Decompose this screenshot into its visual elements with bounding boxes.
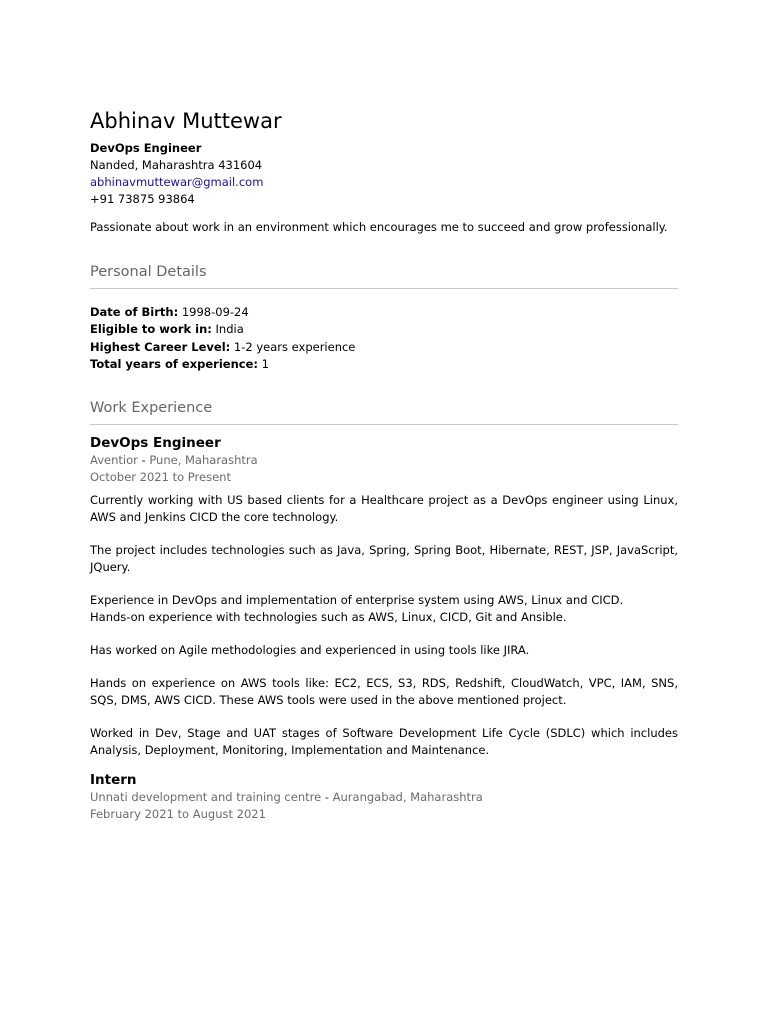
job-dates: February 2021 to August 2021: [90, 807, 266, 821]
description-paragraph: Has worked on Agile methodologies and experienced in using tools like JIRA.: [90, 643, 530, 657]
detail-row-career-level: [90, 339, 355, 356]
candidate-title: DevOps Engineer: [90, 141, 202, 155]
job-description: [90, 492, 678, 759]
job-location: Pune, Maharashtra: [149, 453, 258, 467]
detail-label: Highest Career Level:: [90, 339, 231, 354]
detail-label: Total years of experience:: [90, 356, 258, 371]
description-paragraph: Currently working with US based clients for a Healthcare project as a DevOps engineer using Linux, AWS and Jenkins CICD the core technology.: [90, 493, 678, 524]
detail-row-eligibility: [90, 321, 355, 338]
contact-block: [90, 140, 263, 208]
candidate-name: Abhinav Muttewar: [90, 109, 282, 133]
company-name: Aventior: [90, 453, 138, 467]
summary-text: Passionate about work in an environment which encourages me to succeed and grow professionally.: [90, 220, 668, 234]
meta-separator: -: [324, 790, 329, 804]
detail-value: 1: [261, 356, 269, 371]
description-line: Hands-on experience with technologies such as AWS, Linux, CICD, Git and Ansible.: [90, 610, 567, 624]
job-title: DevOps Engineer: [90, 435, 221, 451]
section-heading-work-experience: Work Experience: [90, 400, 213, 416]
description-paragraph: Worked in Dev, Stage and UAT stages of Software Development Life Cycle (SDLC) which includes Analysis, Deployment, Monitoring, Implementation and Maintenance.: [90, 726, 678, 757]
detail-value: 1998-09-24: [181, 305, 249, 319]
description-paragraph: [90, 592, 678, 626]
job-employer: [90, 452, 678, 469]
phone-number: +91 73875 93864: [90, 192, 195, 206]
meta-separator: -: [141, 453, 146, 467]
job-entry-devops-engineer: [90, 434, 678, 775]
section-divider: [90, 288, 678, 289]
email-link[interactable]: abhinavmuttewar@gmail.com: [90, 175, 264, 189]
job-location: Aurangabad, Maharashtra: [332, 790, 483, 804]
detail-row-dob: [90, 304, 355, 321]
job-entry-intern: [90, 771, 678, 823]
candidate-location: Nanded, Maharashtra 431604: [90, 158, 263, 172]
description-paragraph: The project includes technologies such as Java, Spring, Spring Boot, Hibernate, REST, JSP, JavaScript, JQuery.: [90, 543, 678, 574]
detail-value: 1-2 years experience: [233, 339, 356, 354]
description-paragraph: Hands on experience on AWS tools like: EC2, ECS, S3, RDS, Redshift, CloudWatch, VPC, IAM, SNS, SQS, DMS, AWS CICD. These AWS tools were used in the above mentioned project.: [90, 676, 678, 707]
job-dates: October 2021 to Present: [90, 470, 231, 484]
description-line: Experience in DevOps and implementation of enterprise system using AWS, Linux and CICD.: [90, 593, 624, 607]
section-heading-personal-details: Personal Details: [90, 264, 207, 280]
company-name: Unnati development and training centre: [90, 790, 322, 804]
detail-row-total-experience: [90, 356, 355, 373]
personal-details-list: [90, 304, 355, 373]
job-employer: [90, 789, 678, 806]
detail-value: India: [215, 322, 244, 337]
section-divider: [90, 424, 678, 425]
job-title: Intern: [90, 772, 137, 788]
detail-label: Date of Birth:: [90, 305, 179, 319]
detail-label: Eligible to work in:: [90, 322, 212, 337]
